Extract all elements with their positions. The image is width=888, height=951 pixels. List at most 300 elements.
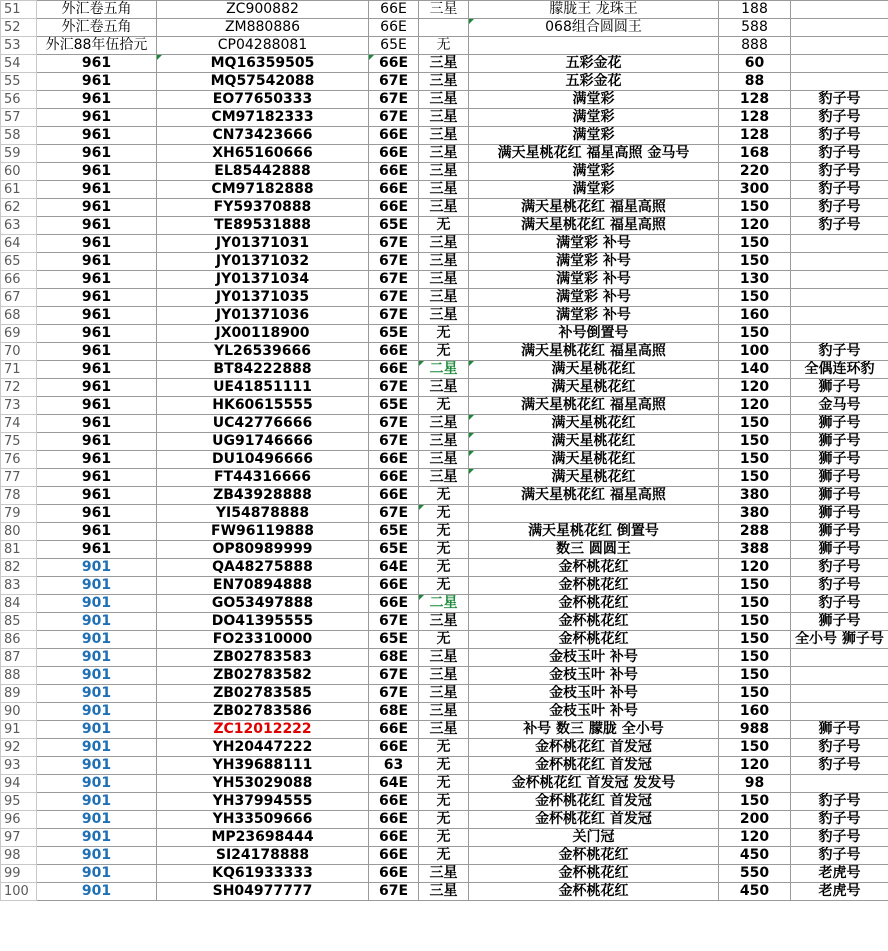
note-cell[interactable]: 狮子号 [791, 541, 888, 559]
row-number-cell[interactable]: 54 [1, 55, 37, 73]
prefix-cell[interactable]: 901 [37, 811, 157, 829]
note-cell[interactable] [791, 307, 888, 325]
code-cell[interactable]: 65E [369, 325, 419, 343]
description-cell[interactable]: 满天星桃花红 福星高照 [469, 487, 719, 505]
price-cell[interactable]: 288 [719, 523, 791, 541]
code-cell[interactable]: 65E [369, 523, 419, 541]
row-number-cell[interactable]: 77 [1, 469, 37, 487]
note-cell[interactable]: 老虎号 [791, 865, 888, 883]
serial-cell[interactable]: ZM880886 [157, 19, 369, 37]
row-number-cell[interactable]: 63 [1, 217, 37, 235]
row-number-cell[interactable]: 96 [1, 811, 37, 829]
row-number-cell[interactable]: 53 [1, 37, 37, 55]
description-cell[interactable]: 金杯桃花红 [469, 631, 719, 649]
serial-cell[interactable]: YH39688111 [157, 757, 369, 775]
note-cell[interactable]: 豹子号 [791, 181, 888, 199]
prefix-cell[interactable]: 961 [37, 469, 157, 487]
stars-cell[interactable]: 无 [419, 811, 469, 829]
price-cell[interactable]: 220 [719, 163, 791, 181]
note-cell[interactable]: 狮子号 [791, 451, 888, 469]
price-cell[interactable]: 120 [719, 217, 791, 235]
serial-cell[interactable]: UG91746666 [157, 433, 369, 451]
code-cell[interactable]: 66E [369, 595, 419, 613]
note-cell[interactable] [791, 1, 888, 19]
code-cell[interactable]: 66E [369, 847, 419, 865]
row-number-cell[interactable]: 93 [1, 757, 37, 775]
description-cell[interactable]: 金杯桃花红 首发冠 [469, 739, 719, 757]
price-cell[interactable]: 120 [719, 829, 791, 847]
row-number-cell[interactable]: 80 [1, 523, 37, 541]
note-cell[interactable] [791, 703, 888, 721]
note-cell[interactable]: 全偶连环豹 [791, 361, 888, 379]
code-cell[interactable]: 66E [369, 721, 419, 739]
description-cell[interactable]: 满天星桃花红 福星高照 [469, 199, 719, 217]
code-cell[interactable]: 66E [369, 577, 419, 595]
row-number-cell[interactable]: 95 [1, 793, 37, 811]
price-cell[interactable]: 150 [719, 577, 791, 595]
prefix-cell[interactable]: 901 [37, 739, 157, 757]
code-cell[interactable]: 64E [369, 775, 419, 793]
prefix-cell[interactable]: 961 [37, 397, 157, 415]
prefix-cell[interactable]: 961 [37, 379, 157, 397]
stars-cell[interactable]: 三星 [419, 451, 469, 469]
price-cell[interactable]: 588 [719, 19, 791, 37]
code-cell[interactable]: 67E [369, 613, 419, 631]
description-cell[interactable]: 金杯桃花红 首发冠 [469, 793, 719, 811]
prefix-cell[interactable]: 901 [37, 883, 157, 901]
prefix-cell[interactable]: 961 [37, 487, 157, 505]
stars-cell[interactable]: 三星 [419, 613, 469, 631]
serial-cell[interactable]: HK60615555 [157, 397, 369, 415]
description-cell[interactable]: 满天星桃花红 倒置号 [469, 523, 719, 541]
row-number-cell[interactable]: 71 [1, 361, 37, 379]
stars-cell[interactable] [419, 19, 469, 37]
stars-cell[interactable]: 三星 [419, 883, 469, 901]
note-cell[interactable]: 豹子号 [791, 163, 888, 181]
row-number-cell[interactable]: 56 [1, 91, 37, 109]
code-cell[interactable]: 67E [369, 685, 419, 703]
prefix-cell[interactable]: 901 [37, 847, 157, 865]
row-number-cell[interactable]: 98 [1, 847, 37, 865]
stars-cell[interactable]: 无 [419, 487, 469, 505]
serial-cell[interactable]: ZC900882 [157, 1, 369, 19]
code-cell[interactable]: 66E [369, 829, 419, 847]
description-cell[interactable]: 满天星桃花红 [469, 379, 719, 397]
code-cell[interactable]: 66E [369, 739, 419, 757]
code-cell[interactable]: 67E [369, 667, 419, 685]
stars-cell[interactable]: 无 [419, 631, 469, 649]
prefix-cell[interactable]: 901 [37, 667, 157, 685]
serial-cell[interactable]: EN70894888 [157, 577, 369, 595]
note-cell[interactable]: 全小号 狮子号 [791, 631, 888, 649]
code-cell[interactable]: 66E [369, 1, 419, 19]
note-cell[interactable]: 狮子号 [791, 721, 888, 739]
serial-cell[interactable]: JY01371036 [157, 307, 369, 325]
row-number-cell[interactable]: 73 [1, 397, 37, 415]
row-number-cell[interactable]: 58 [1, 127, 37, 145]
description-cell[interactable]: 满堂彩 [469, 109, 719, 127]
row-number-cell[interactable]: 94 [1, 775, 37, 793]
code-cell[interactable]: 66E [369, 793, 419, 811]
description-cell[interactable]: 五彩金花 [469, 73, 719, 91]
note-cell[interactable]: 狮子号 [791, 379, 888, 397]
prefix-cell[interactable]: 961 [37, 73, 157, 91]
prefix-cell[interactable]: 961 [37, 109, 157, 127]
serial-cell[interactable]: ZB02783586 [157, 703, 369, 721]
stars-cell[interactable]: 无 [419, 793, 469, 811]
row-number-cell[interactable]: 85 [1, 613, 37, 631]
serial-cell[interactable]: MQ16359505 [157, 55, 369, 73]
stars-cell[interactable]: 三星 [419, 127, 469, 145]
price-cell[interactable]: 120 [719, 757, 791, 775]
price-cell[interactable]: 150 [719, 649, 791, 667]
serial-cell[interactable]: BT84222888 [157, 361, 369, 379]
prefix-cell[interactable]: 901 [37, 685, 157, 703]
stars-cell[interactable]: 无 [419, 775, 469, 793]
row-number-cell[interactable]: 79 [1, 505, 37, 523]
prefix-cell[interactable]: 901 [37, 829, 157, 847]
price-cell[interactable]: 128 [719, 127, 791, 145]
serial-cell[interactable]: YL26539666 [157, 343, 369, 361]
price-cell[interactable]: 300 [719, 181, 791, 199]
note-cell[interactable] [791, 325, 888, 343]
serial-cell[interactable]: JX00118900 [157, 325, 369, 343]
row-number-cell[interactable]: 92 [1, 739, 37, 757]
note-cell[interactable]: 豹子号 [791, 109, 888, 127]
prefix-cell[interactable]: 外汇卷五角 [37, 1, 157, 19]
prefix-cell[interactable]: 961 [37, 55, 157, 73]
serial-cell[interactable]: FT44316666 [157, 469, 369, 487]
code-cell[interactable]: 66E [369, 451, 419, 469]
serial-cell[interactable]: DU10496666 [157, 451, 369, 469]
prefix-cell[interactable]: 961 [37, 289, 157, 307]
code-cell[interactable]: 68E [369, 703, 419, 721]
code-cell[interactable]: 67E [369, 307, 419, 325]
stars-cell[interactable]: 二星 [419, 595, 469, 613]
price-cell[interactable]: 150 [719, 235, 791, 253]
code-cell[interactable]: 65E [369, 541, 419, 559]
prefix-cell[interactable]: 外汇88年伍拾元 [37, 37, 157, 55]
price-cell[interactable]: 150 [719, 685, 791, 703]
price-cell[interactable]: 128 [719, 109, 791, 127]
stars-cell[interactable]: 三星 [419, 55, 469, 73]
prefix-cell[interactable]: 961 [37, 217, 157, 235]
stars-cell[interactable]: 无 [419, 37, 469, 55]
prefix-cell[interactable]: 961 [37, 127, 157, 145]
price-cell[interactable]: 150 [719, 451, 791, 469]
stars-cell[interactable]: 无 [419, 505, 469, 523]
row-number-cell[interactable]: 55 [1, 73, 37, 91]
description-cell[interactable]: 满堂彩 补号 [469, 289, 719, 307]
price-cell[interactable]: 888 [719, 37, 791, 55]
code-cell[interactable]: 65E [369, 37, 419, 55]
serial-cell[interactable]: YH53029088 [157, 775, 369, 793]
note-cell[interactable] [791, 37, 888, 55]
price-cell[interactable]: 120 [719, 397, 791, 415]
note-cell[interactable]: 豹子号 [791, 127, 888, 145]
stars-cell[interactable]: 三星 [419, 91, 469, 109]
serial-cell[interactable]: ZB02783582 [157, 667, 369, 685]
serial-cell[interactable]: YI54878888 [157, 505, 369, 523]
row-number-cell[interactable]: 97 [1, 829, 37, 847]
row-number-cell[interactable]: 51 [1, 1, 37, 19]
price-cell[interactable]: 380 [719, 505, 791, 523]
description-cell[interactable]: 补号 数三 朦胧 全小号 [469, 721, 719, 739]
prefix-cell[interactable]: 961 [37, 361, 157, 379]
note-cell[interactable]: 豹子号 [791, 847, 888, 865]
note-cell[interactable]: 豹子号 [791, 145, 888, 163]
stars-cell[interactable]: 二星 [419, 361, 469, 379]
price-cell[interactable]: 130 [719, 271, 791, 289]
prefix-cell[interactable]: 961 [37, 541, 157, 559]
price-cell[interactable]: 98 [719, 775, 791, 793]
description-cell[interactable]: 满天星桃花红 [469, 415, 719, 433]
description-cell[interactable]: 满堂彩 [469, 181, 719, 199]
row-number-cell[interactable]: 68 [1, 307, 37, 325]
prefix-cell[interactable]: 901 [37, 649, 157, 667]
code-cell[interactable]: 66E [369, 487, 419, 505]
serial-cell[interactable]: FO23310000 [157, 631, 369, 649]
price-cell[interactable]: 120 [719, 559, 791, 577]
prefix-cell[interactable]: 外汇卷五角 [37, 19, 157, 37]
price-cell[interactable]: 128 [719, 91, 791, 109]
code-cell[interactable]: 67E [369, 271, 419, 289]
prefix-cell[interactable]: 901 [37, 595, 157, 613]
prefix-cell[interactable]: 901 [37, 865, 157, 883]
stars-cell[interactable]: 无 [419, 523, 469, 541]
price-cell[interactable]: 380 [719, 487, 791, 505]
note-cell[interactable]: 豹子号 [791, 829, 888, 847]
serial-cell[interactable]: UE41851111 [157, 379, 369, 397]
row-number-cell[interactable]: 61 [1, 181, 37, 199]
row-number-cell[interactable]: 83 [1, 577, 37, 595]
prefix-cell[interactable]: 961 [37, 181, 157, 199]
stars-cell[interactable]: 无 [419, 847, 469, 865]
code-cell[interactable]: 67E [369, 883, 419, 901]
prefix-cell[interactable]: 961 [37, 505, 157, 523]
serial-cell[interactable]: GO53497888 [157, 595, 369, 613]
stars-cell[interactable]: 无 [419, 577, 469, 595]
note-cell[interactable]: 豹子号 [791, 739, 888, 757]
price-cell[interactable]: 200 [719, 811, 791, 829]
stars-cell[interactable]: 三星 [419, 307, 469, 325]
description-cell[interactable]: 金杯桃花红 首发冠 [469, 757, 719, 775]
code-cell[interactable]: 65E [369, 217, 419, 235]
code-cell[interactable]: 66E [369, 361, 419, 379]
note-cell[interactable] [791, 55, 888, 73]
description-cell[interactable]: 满堂彩 补号 [469, 307, 719, 325]
serial-cell[interactable]: CM97182888 [157, 181, 369, 199]
serial-cell[interactable]: JY01371032 [157, 253, 369, 271]
code-cell[interactable]: 67E [369, 235, 419, 253]
code-cell[interactable]: 66E [369, 19, 419, 37]
code-cell[interactable]: 67E [369, 253, 419, 271]
prefix-cell[interactable]: 901 [37, 559, 157, 577]
prefix-cell[interactable]: 961 [37, 253, 157, 271]
prefix-cell[interactable]: 961 [37, 91, 157, 109]
price-cell[interactable]: 450 [719, 883, 791, 901]
prefix-cell[interactable]: 961 [37, 163, 157, 181]
code-cell[interactable]: 65E [369, 631, 419, 649]
row-number-cell[interactable]: 78 [1, 487, 37, 505]
serial-cell[interactable]: EL85442888 [157, 163, 369, 181]
stars-cell[interactable]: 三星 [419, 235, 469, 253]
prefix-cell[interactable]: 961 [37, 325, 157, 343]
description-cell[interactable]: 满堂彩 [469, 91, 719, 109]
note-cell[interactable] [791, 289, 888, 307]
row-number-cell[interactable]: 75 [1, 433, 37, 451]
row-number-cell[interactable]: 64 [1, 235, 37, 253]
prefix-cell[interactable]: 961 [37, 451, 157, 469]
row-number-cell[interactable]: 82 [1, 559, 37, 577]
serial-cell[interactable]: OP80989999 [157, 541, 369, 559]
note-cell[interactable]: 豹子号 [791, 793, 888, 811]
price-cell[interactable]: 150 [719, 289, 791, 307]
price-cell[interactable]: 168 [719, 145, 791, 163]
code-cell[interactable]: 66E [369, 55, 419, 73]
note-cell[interactable]: 豹子号 [791, 217, 888, 235]
stars-cell[interactable]: 无 [419, 559, 469, 577]
stars-cell[interactable]: 无 [419, 343, 469, 361]
row-number-cell[interactable]: 99 [1, 865, 37, 883]
code-cell[interactable]: 66E [369, 811, 419, 829]
note-cell[interactable] [791, 775, 888, 793]
description-cell[interactable]: 关门冠 [469, 829, 719, 847]
price-cell[interactable]: 988 [719, 721, 791, 739]
price-cell[interactable]: 120 [719, 379, 791, 397]
stars-cell[interactable]: 三星 [419, 181, 469, 199]
note-cell[interactable] [791, 649, 888, 667]
description-cell[interactable]: 068组合圆圆王 [469, 19, 719, 37]
stars-cell[interactable]: 三星 [419, 271, 469, 289]
code-cell[interactable]: 65E [369, 397, 419, 415]
description-cell[interactable]: 满天星桃花红 福星高照 [469, 343, 719, 361]
row-number-cell[interactable]: 66 [1, 271, 37, 289]
description-cell[interactable] [469, 37, 719, 55]
price-cell[interactable]: 160 [719, 307, 791, 325]
note-cell[interactable]: 豹子号 [791, 577, 888, 595]
description-cell[interactable]: 金枝玉叶 补号 [469, 703, 719, 721]
stars-cell[interactable]: 无 [419, 739, 469, 757]
row-number-cell[interactable]: 89 [1, 685, 37, 703]
note-cell[interactable]: 豹子号 [791, 757, 888, 775]
serial-cell[interactable]: ZC12012222 [157, 721, 369, 739]
row-number-cell[interactable]: 87 [1, 649, 37, 667]
price-cell[interactable]: 388 [719, 541, 791, 559]
stars-cell[interactable]: 三星 [419, 73, 469, 91]
stars-cell[interactable]: 三星 [419, 145, 469, 163]
stars-cell[interactable]: 三星 [419, 415, 469, 433]
serial-cell[interactable]: SI24178888 [157, 847, 369, 865]
note-cell[interactable]: 老虎号 [791, 883, 888, 901]
description-cell[interactable]: 金杯桃花红 首发冠 [469, 811, 719, 829]
serial-cell[interactable]: SH04977777 [157, 883, 369, 901]
serial-cell[interactable]: ZB02783583 [157, 649, 369, 667]
description-cell[interactable]: 金枝玉叶 补号 [469, 667, 719, 685]
stars-cell[interactable]: 三星 [419, 109, 469, 127]
price-cell[interactable]: 150 [719, 469, 791, 487]
serial-cell[interactable]: JY01371034 [157, 271, 369, 289]
description-cell[interactable]: 朦胧王 龙珠王 [469, 1, 719, 19]
price-cell[interactable]: 150 [719, 613, 791, 631]
code-cell[interactable]: 64E [369, 559, 419, 577]
description-cell[interactable]: 金杯桃花红 首发冠 发发号 [469, 775, 719, 793]
code-cell[interactable]: 66E [369, 199, 419, 217]
description-cell[interactable]: 满天星桃花红 [469, 451, 719, 469]
stars-cell[interactable]: 无 [419, 541, 469, 559]
description-cell[interactable]: 金杯桃花红 [469, 559, 719, 577]
description-cell[interactable]: 金杯桃花红 [469, 865, 719, 883]
stars-cell[interactable]: 三星 [419, 379, 469, 397]
stars-cell[interactable]: 三星 [419, 865, 469, 883]
serial-cell[interactable]: ZB43928888 [157, 487, 369, 505]
prefix-cell[interactable]: 901 [37, 721, 157, 739]
row-number-cell[interactable]: 59 [1, 145, 37, 163]
serial-cell[interactable]: TE89531888 [157, 217, 369, 235]
prefix-cell[interactable]: 901 [37, 793, 157, 811]
row-number-cell[interactable]: 60 [1, 163, 37, 181]
description-cell[interactable]: 金杯桃花红 [469, 847, 719, 865]
serial-cell[interactable]: YH20447222 [157, 739, 369, 757]
stars-cell[interactable]: 三星 [419, 163, 469, 181]
note-cell[interactable] [791, 73, 888, 91]
code-cell[interactable]: 67E [369, 415, 419, 433]
prefix-cell[interactable]: 901 [37, 703, 157, 721]
stars-cell[interactable]: 三星 [419, 253, 469, 271]
code-cell[interactable]: 67E [369, 73, 419, 91]
prefix-cell[interactable]: 961 [37, 307, 157, 325]
code-cell[interactable]: 68E [369, 649, 419, 667]
code-cell[interactable]: 67E [369, 505, 419, 523]
description-cell[interactable]: 满天星桃花红 [469, 469, 719, 487]
stars-cell[interactable]: 三星 [419, 289, 469, 307]
stars-cell[interactable]: 三星 [419, 721, 469, 739]
description-cell[interactable]: 金杯桃花红 [469, 883, 719, 901]
prefix-cell[interactable]: 961 [37, 145, 157, 163]
note-cell[interactable]: 狮子号 [791, 613, 888, 631]
price-cell[interactable]: 150 [719, 199, 791, 217]
prefix-cell[interactable]: 901 [37, 775, 157, 793]
price-cell[interactable]: 160 [719, 703, 791, 721]
row-number-cell[interactable]: 65 [1, 253, 37, 271]
price-cell[interactable]: 140 [719, 361, 791, 379]
row-number-cell[interactable]: 72 [1, 379, 37, 397]
stars-cell[interactable]: 三星 [419, 703, 469, 721]
note-cell[interactable]: 狮子号 [791, 433, 888, 451]
row-number-cell[interactable]: 70 [1, 343, 37, 361]
note-cell[interactable]: 豹子号 [791, 595, 888, 613]
stars-cell[interactable]: 三星 [419, 685, 469, 703]
note-cell[interactable] [791, 235, 888, 253]
prefix-cell[interactable]: 961 [37, 271, 157, 289]
note-cell[interactable]: 豹子号 [791, 343, 888, 361]
prefix-cell[interactable]: 901 [37, 757, 157, 775]
description-cell[interactable]: 满堂彩 补号 [469, 235, 719, 253]
price-cell[interactable]: 150 [719, 667, 791, 685]
stars-cell[interactable]: 无 [419, 397, 469, 415]
price-cell[interactable]: 188 [719, 1, 791, 19]
code-cell[interactable]: 66E [369, 343, 419, 361]
code-cell[interactable]: 67E [369, 433, 419, 451]
note-cell[interactable]: 金马号 [791, 397, 888, 415]
serial-cell[interactable]: FW96119888 [157, 523, 369, 541]
description-cell[interactable]: 金杯桃花红 [469, 595, 719, 613]
row-number-cell[interactable]: 69 [1, 325, 37, 343]
prefix-cell[interactable]: 901 [37, 631, 157, 649]
description-cell[interactable]: 满天星桃花红 [469, 433, 719, 451]
prefix-cell[interactable]: 961 [37, 523, 157, 541]
price-cell[interactable]: 100 [719, 343, 791, 361]
